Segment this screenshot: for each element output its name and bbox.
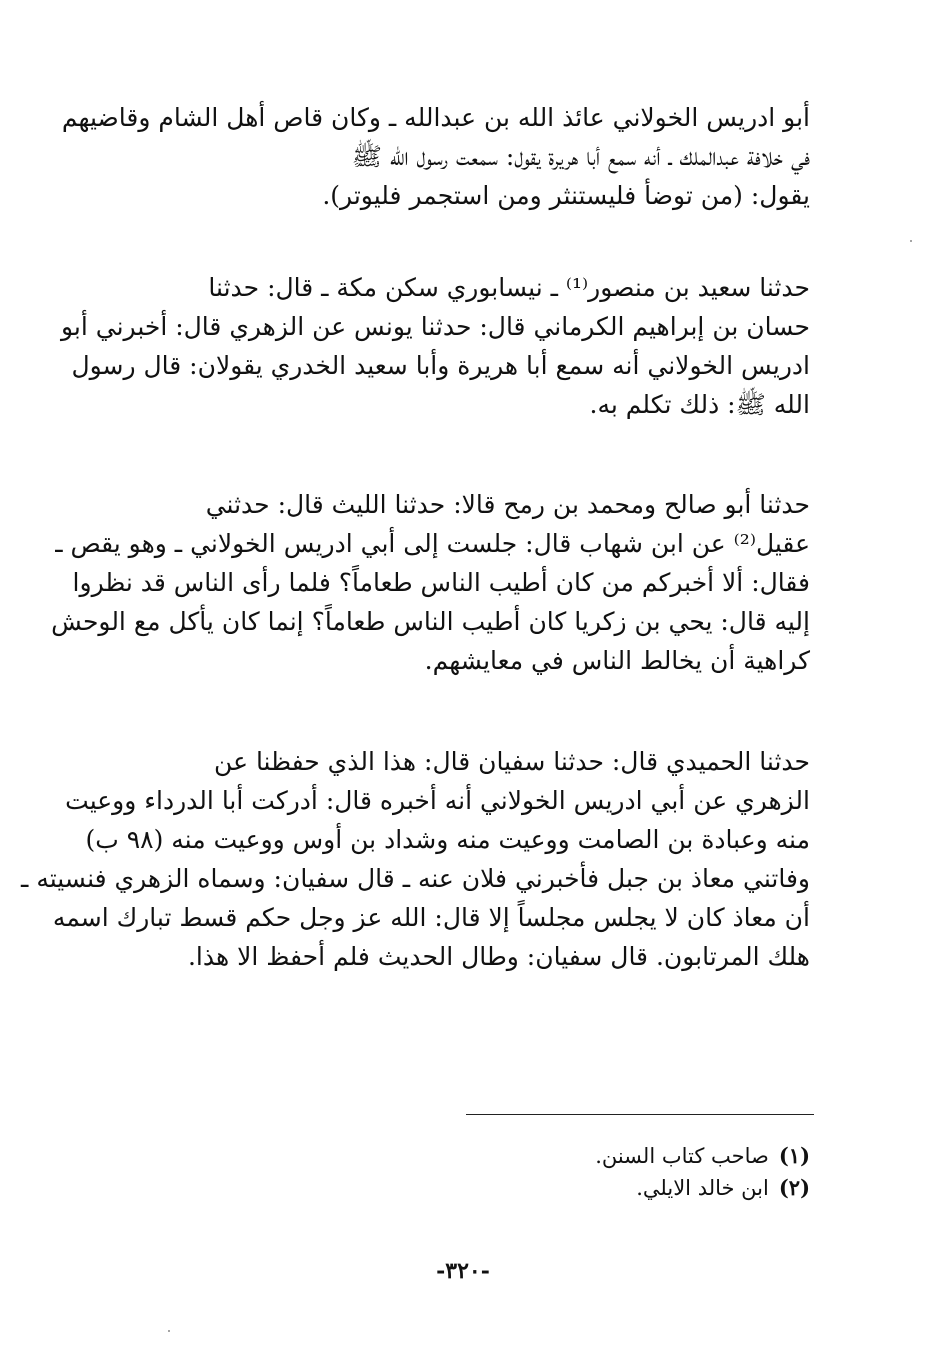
footnote-text: ابن خالد الايلي. <box>636 1176 769 1200</box>
text-line: أن معاذ كان لا يجلس مجلساً إلا قال: الله عز وجل حكم قسط تبارك اسمه <box>52 903 810 932</box>
text-line: الله ﷺ: ذلك تكلم به. <box>589 390 810 419</box>
paragraph-4 <box>21 742 810 976</box>
text-line: عقيل⁽²⁾ عن ابن شهاب قال: جلست إلى أبي ادريس الخولاني ـ وهو يقص ـ <box>55 529 810 558</box>
text-line: إليه قال: يحي بن زكريا كان أطيب الناس طعاماً؟ إنما كان يأكل مع الوحش <box>51 607 810 636</box>
scan-speck <box>168 1330 170 1332</box>
text-line: كراهية أن يخالط الناس في معايشهم. <box>424 646 810 675</box>
paragraph-3 <box>51 485 810 680</box>
text-line: وفاتني معاذ بن جبل فأخبرني فلان عنه ـ قال سفيان: وسماه الزهري فنسيته ـ <box>21 864 810 893</box>
text-line: فقال: ألا أخبركم من كان أطيب الناس طعاماً؟ فلما رأى الناس قد نظروا <box>72 568 810 597</box>
page-number: -٣٢٠- <box>436 1258 490 1284</box>
text-line: حسان بن إبراهيم الكرماني قال: حدثنا يونس عن الزهري قال: أخبرني أبو <box>60 312 810 341</box>
footnote-number: (١) <box>778 1143 810 1168</box>
text-line: حدثنا سعيد بن منصور⁽¹⁾ ـ نيسابوري سكن مكة ـ قال: حدثنا <box>208 273 810 302</box>
footnote-1 <box>390 1140 810 1172</box>
footnote-divider <box>466 1114 814 1115</box>
text-line: هلك المرتابون. قال سفيان: وطال الحديث فلم أحفظ الا هذا. <box>187 942 810 971</box>
text-line: أبو ادريس الخولاني عائذ الله بن عبدالله ـ وكان قاص أهل الشام وقاضيهم <box>61 103 810 132</box>
text-line: حدثنا أبو صالح ومحمد بن رمح قالا: حدثنا الليث قال: حدثني <box>205 490 810 519</box>
text-line: ادريس الخولاني أنه سمع أبا هريرة وأبا سعيد الخدري يقولان: قال رسول <box>71 351 810 380</box>
paragraph-2 <box>60 268 810 424</box>
footnotes <box>390 1140 810 1204</box>
footnote-number: (٢) <box>778 1175 810 1200</box>
footnote-text: صاحب كتاب السنن. <box>595 1144 769 1168</box>
text-line: يقول: (من توضأ فليستنثر ومن استجمر فليوتر). <box>322 181 810 210</box>
footnote-2 <box>390 1172 810 1204</box>
text-line: حدثنا الحميدي قال: حدثنا سفيان قال: هذا الذي حفظنا عن <box>214 747 810 776</box>
text-line: في خلافة عبدالملك ـ أنه سمع أبا هريرة يقول: سمعت رسول الله ﷺ <box>351 142 810 171</box>
text-line: منه وعبادة بن الصامت ووعيت منه وشداد بن أوس ووعيت منه (٩٨ ب) <box>85 825 810 854</box>
text-line: الزهري عن أبي ادريس الخولاني أنه أخبره قال: أدركت أبا الدرداء ووعيت <box>65 786 810 815</box>
paragraph-1 <box>61 98 810 215</box>
scan-speck <box>910 240 912 242</box>
